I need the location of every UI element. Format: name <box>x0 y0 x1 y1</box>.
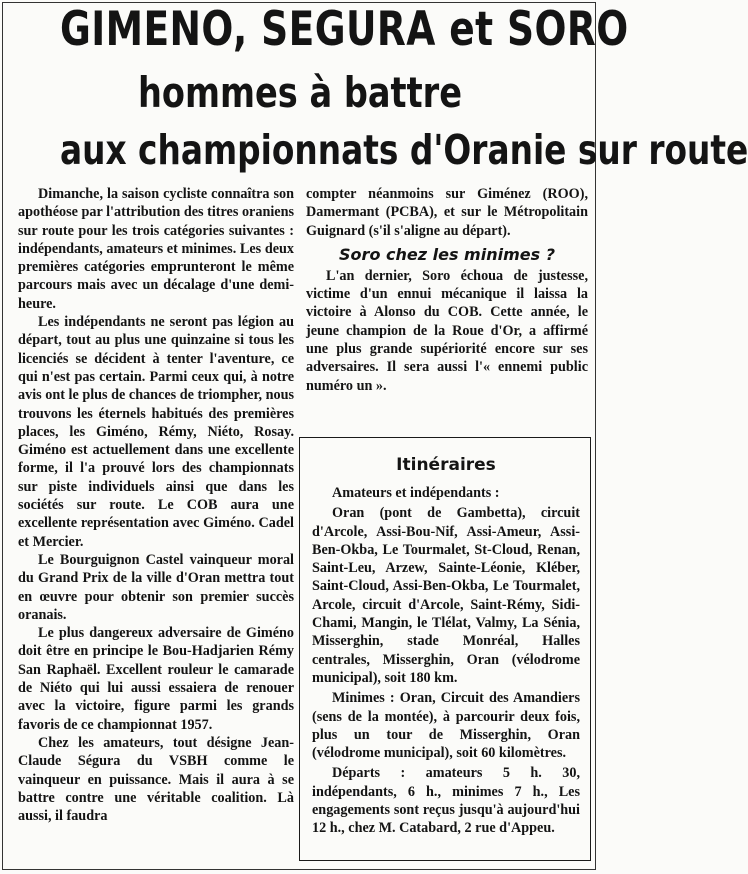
itineraires-paragraph: Départs : amateurs 5 h. 30, indépendants, 6 h., minimes 7 h., Les engagements sont reçus jusqu'à aujourd'hui 12 h., chez M. Catabard, 2 rue d'Appeu. <box>312 765 580 837</box>
itineraires-body <box>312 484 580 838</box>
itineraires-paragraph: Minimes : Oran, Circuit des Amandiers (sens de la montée), à parcourir deux fois, plus un tour de Misserghin, Oran (vélodrome municipal), soit 60 kilomètres. <box>312 690 580 762</box>
headline-line-3: aux championnats d'Oranie sur route <box>60 126 748 174</box>
right-continuation: compter néanmoins sur Giménez (ROO), Damermant (PCBA), et sur le Métropolitain Guignard (s'il s'aligne au départ). <box>306 186 588 239</box>
headline-line-1: GIMENO, SEGURA et SORO <box>60 2 629 57</box>
itineraires-box <box>299 437 591 861</box>
left-paragraph-1: Dimanche, la saison cycliste connaîtra son apothéose par l'attribution des titres oraniens sur route pour les trois catégories suivantes : indépendants, amateurs et minimes. Les deux premières catégories emprunteront le même parcours mais avec un décalage d'une demi-heure. <box>18 186 294 312</box>
itineraires-paragraph: Amateurs et indépendants : <box>332 485 500 501</box>
headline-line-2: hommes à battre <box>137 68 463 117</box>
itineraires-title: Itinéraires <box>396 455 496 475</box>
left-column <box>18 185 294 825</box>
left-paragraph-4: Le plus dangereux adversaire de Giméno doit être en principe le Bou-Hadjarien Rémy San Raphaël. Excellent rouleur le camarade de Niéto qui lui aussi essaiera de renouer avec la victoire, figure parmi les grands favoris de ce championnat 1957. <box>18 625 294 733</box>
subhead-soro: Soro chez les minimes ? <box>339 244 555 264</box>
right-column <box>306 185 588 395</box>
left-paragraph-3: Le Bourguignon Castel vainqueur moral du Grand Prix de la ville d'Oran mettra tout en œuvre pour obtenir son premier succès oranais. <box>18 551 294 623</box>
itineraires-paragraph: Oran (pont de Gambetta), circuit d'Arcole, Assi-Bou-Nif, Assi-Ameur, Assi-Ben-Okba, Le Tourmalet, St-Cloud, Renan, Saint-Leu, Arzew, Sainte-Léonie, Kléber, Saint-Cloud, Assi-Ben-Okba, Le Tourmalet, Arcole, circuit d'Arcole, Saint-Rémy, Sidi-Chami, Mangin, le Tlélat, Valmy, La Sénia, Misserghin, stade Monréal, Halles centrales, Misserghin, Oran (vélodrome municipal), soit 180 km. <box>312 505 580 686</box>
right-paragraph: L'an dernier, Soro échoua de justesse, victime d'un ennui mécanique il laissa la victoire à Alonso du COB. Cette année, le jeune champion de la Roue d'Or, a affirmé une plus grande supériorité encore sur ses adversaires. Il sera aussi l'« ennemi public numéro un ». <box>306 267 588 394</box>
left-paragraph-5: Chez les amateurs, tout désigne Jean-Claude Ségura du VSBH comme le vainqueur en puissance. Mais il aura à se battre contre une véritable coalition. Là aussi, il faudra <box>18 734 294 825</box>
left-paragraph-2: Les indépendants ne seront pas légion au départ, tout au plus une quinzaine si tous les licenciés se décident à tenter l'aventure, ce qui n'est pas certain. Parmi ceux qui, à notre avis ont le plus de chances de triompher, nous trouvons les éternels habitués des premières places, les Giméno, Rémy, Niéto, Rosay. Giméno est actuellement dans une excellente forme, il l'a prouvé lors des championnats sur piste individuels ainsi que dans les sociétés sur route. Le COB aura une excellente représentation avec Giméno. Cadel et Mercier. <box>18 314 294 550</box>
